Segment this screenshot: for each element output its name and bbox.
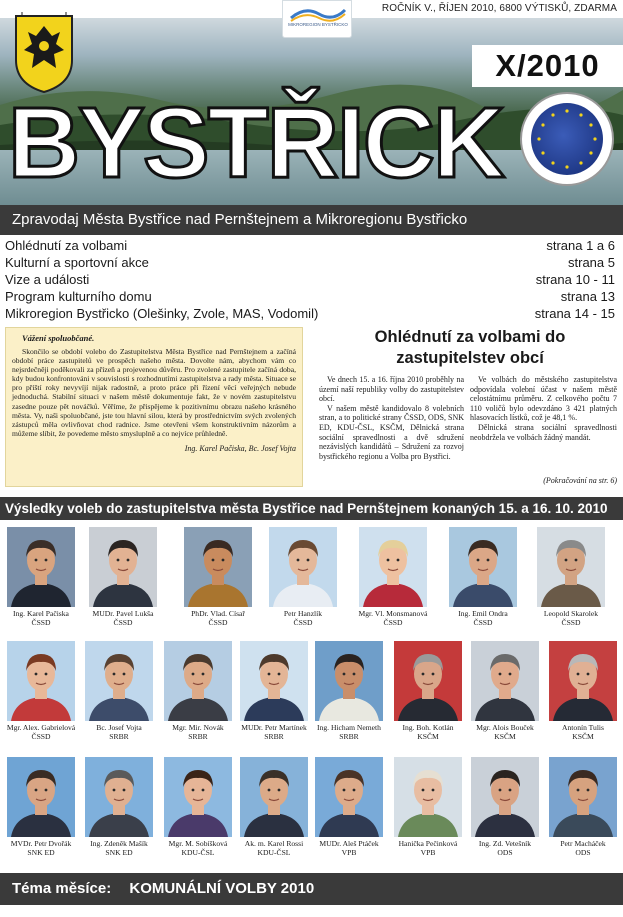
candidate-name: Ing. Zd. Vetešník xyxy=(478,839,532,848)
candidate-photo xyxy=(359,527,427,607)
candidate-photo xyxy=(549,757,617,837)
candidate-card xyxy=(88,527,158,627)
candidate-photo xyxy=(240,641,308,721)
candidate-party: ODS xyxy=(497,848,513,857)
toc-page: strana 1 a 6 xyxy=(546,238,615,253)
candidate-party: ČSSD xyxy=(208,618,228,627)
candidate-name: Ing. Hicham Nemeth xyxy=(317,723,381,732)
subtitle-bar xyxy=(0,205,623,235)
article-paragraph: Ve volbách do městského zastupitelstva odpovídala volební účast v našem městě celostátnímu průměru. Z celkového počtu 7 110 voličů bylo odevzdáno 3 421 platných hlasovacích lístků, což je 48,1 %. xyxy=(470,375,617,423)
candidate-card xyxy=(548,641,618,741)
candidate-party: ČSSD xyxy=(473,618,493,627)
candidate-party: KDU-ČSL xyxy=(181,848,215,857)
candidate-party: SNK ED xyxy=(27,848,55,857)
candidate-name: PhDr. Vlad. Císař xyxy=(191,609,245,618)
candidate-name: Ing. Boh. Kotlán xyxy=(402,723,454,732)
candidate-party: KSČM xyxy=(494,732,516,741)
results-title: Výsledky voleb do zastupitelstva města Bystřice nad Pernštejnem konaných 15. a 16. 10. 2010 xyxy=(5,501,608,516)
candidate-card xyxy=(393,757,463,857)
candidate-party: SRBR xyxy=(109,732,129,741)
candidate-photo xyxy=(164,641,232,721)
candidate-party: VPB xyxy=(341,848,357,857)
microregion-logo xyxy=(282,0,352,38)
candidate-name: Ing. Karel Pačiska xyxy=(13,609,69,618)
candidate-party: ODS xyxy=(575,848,591,857)
candidate-photo xyxy=(85,757,153,837)
candidate-card xyxy=(448,527,518,627)
editorial-greeting: Vážení spoluobčané. xyxy=(22,333,95,343)
candidate-card xyxy=(183,527,253,627)
toc-row xyxy=(0,271,623,288)
candidate-card xyxy=(358,527,428,627)
candidate-party: KDU-ČSL xyxy=(257,848,291,857)
candidate-name: Petr Hanzlík xyxy=(283,609,323,618)
candidate-card xyxy=(548,757,618,857)
candidate-photo xyxy=(471,757,539,837)
masthead-title: BYSTŘICK xyxy=(8,87,504,199)
candidate-card xyxy=(393,641,463,741)
toc-title: Program kulturního domu xyxy=(5,289,152,304)
microregion-logo-text: MIKROREGION BYSTŘICKO xyxy=(288,22,348,27)
candidate-name: Leopold Skarolek xyxy=(543,609,599,618)
candidate-card xyxy=(536,527,606,627)
candidate-party: ČSSD xyxy=(293,618,313,627)
continued-note: (Pokračování na str. 6) xyxy=(543,476,617,485)
candidate-name: Bc. Josef Vojta xyxy=(96,723,142,732)
candidate-photo xyxy=(7,757,75,837)
candidate-card xyxy=(239,641,309,741)
lead-article-column-2 xyxy=(470,375,617,442)
candidate-card xyxy=(268,527,338,627)
candidate-photo xyxy=(269,527,337,607)
toc-title: Mikroregion Bystřicko (Olešinky, Zvole, MAS, Vodomil) xyxy=(5,306,319,321)
results-title-bar xyxy=(0,497,623,520)
candidate-party: VPB xyxy=(420,848,436,857)
candidate-party: SRBR xyxy=(264,732,284,741)
eden-badge xyxy=(520,92,614,186)
toc-title: Vize a události xyxy=(5,272,90,287)
candidate-party: SRBR xyxy=(339,732,359,741)
editorial-text: Skončilo se období volebo do Zastupitelstva Města Bystřice nad Pernštejnem a začíná období práce zastupitelů ve prospěch našeho města. Dovolte nám, abychom vám co nejsrdečněji poděkovali za přízeň a projevenou důvěru. Pro zvolené zastupitele začíná doba, kdy budou konfrontováni v souvislosti s rozhodnutími zastupitelstva a rady města. Situace se pro příští roky nevyvíjí nijak radostně, a proto práce při řízení věcí veřejných nebude jednoduchá. Stabilní situaci v našem městě dokumentuje fakt, že v novém zastupitelstvu zasedne pouze pět nováčků. Věříme, že přispějeme k pozitivnímu obrazu našeho krásného města. Vy, naši spoluobčané, jste tou hlavní silou, která by prostřednictvím svých zvolených zástupců měla ovlivňovat chod radnice. Jsme otevřeni všem konstruktivním názorům a můžeme slíbit, že povedeme město smysluplně a co nejvíce průhledně. xyxy=(12,347,296,438)
candidate-name: Ing. Emil Ondra xyxy=(458,609,508,618)
candidate-party: ČSSD xyxy=(31,732,51,741)
candidate-photo xyxy=(471,641,539,721)
candidate-photo xyxy=(315,641,383,721)
candidate-name: Petr Macháček xyxy=(560,839,606,848)
candidate-name: Mgr. Mir. Novák xyxy=(172,723,224,732)
toc-row xyxy=(0,288,623,305)
toc-page: strana 5 xyxy=(568,255,615,270)
toc-page: strana 13 xyxy=(560,289,615,304)
toc-page: strana 10 - 11 xyxy=(535,272,615,287)
candidate-card xyxy=(163,757,233,857)
candidate-name: Mgr. Alois Bouček xyxy=(476,723,534,732)
candidate-name: MUDr. Aleš Ptáček xyxy=(319,839,379,848)
candidate-photo xyxy=(394,757,462,837)
candidate-photo xyxy=(315,757,383,837)
candidate-party: SNK ED xyxy=(105,848,133,857)
eu-stars-icon xyxy=(522,94,612,184)
subtitle: Zpravodaj Města Bystřice nad Pernštejnem a Mikroregionu Bystřicko xyxy=(12,211,468,228)
candidate-party: ČSSD xyxy=(561,618,581,627)
toc-row xyxy=(0,237,623,254)
theme-value: KOMUNÁLNÍ VOLBY 2010 xyxy=(129,880,315,897)
toc-page: strana 14 - 15 xyxy=(534,306,615,321)
candidate-party: KSČM xyxy=(572,732,594,741)
candidate-photo xyxy=(537,527,605,607)
theme-label: Téma měsíce: xyxy=(12,880,112,897)
candidate-card xyxy=(314,641,384,741)
candidate-photo xyxy=(240,757,308,837)
candidate-name: Mgr. M. Sobíšková xyxy=(168,839,228,848)
candidate-party: SRBR xyxy=(188,732,208,741)
candidate-card xyxy=(84,641,154,741)
candidate-name: Mgr. Vl. Monsmanová xyxy=(358,609,428,618)
candidate-card xyxy=(84,757,154,857)
candidate-photo xyxy=(449,527,517,607)
wave-logo-icon xyxy=(289,4,347,22)
candidate-photo xyxy=(85,641,153,721)
candidate-card xyxy=(163,641,233,741)
candidate-photo xyxy=(549,641,617,721)
candidate-photo xyxy=(184,527,252,607)
candidate-party: KSČM xyxy=(417,732,439,741)
candidate-card xyxy=(314,757,384,857)
candidate-card xyxy=(470,757,540,857)
candidate-card xyxy=(239,757,309,857)
lead-article-title: Ohlédnutí za volbami do zastupitelstev obcí xyxy=(374,328,566,367)
candidate-name: MUDr. Petr Martínek xyxy=(241,723,307,732)
candidate-name: Antonín Tulis xyxy=(562,723,604,732)
candidate-name: Ak. m. Karel Rossi xyxy=(244,839,304,848)
toc-row xyxy=(0,305,623,322)
issue-info: ROČNÍK V., ŘÍJEN 2010, 6800 VÝTISKŮ, ZDARMA xyxy=(381,3,617,14)
article-paragraph: Ve dnech 15. a 16. října 2010 proběhly na území naší republiky volby do zastupitelstev obcí. xyxy=(319,375,464,404)
candidate-card xyxy=(470,641,540,741)
candidate-party: ČSSD xyxy=(31,618,51,627)
candidate-photo xyxy=(7,527,75,607)
candidate-card xyxy=(6,757,76,857)
candidate-name: Hanička Pečinková xyxy=(398,839,458,848)
article-paragraph: V našem městě kandidovalo 8 volebních stran, a to politické strany ČSSD, ODS, SNK ED, KDU-ČSL, KSČM, Dělnická strana sociální spravedlnosti a dvě sdružení nezávislých kandidátů – Sdružení za rozvoj bystřického regionu a Volba pro Bystřici. xyxy=(319,403,464,461)
candidate-card xyxy=(6,527,76,627)
candidate-name: MUDr. Pavel Lukša xyxy=(92,609,154,618)
candidate-name: Ing. Zdeněk Mašík xyxy=(90,839,148,848)
masthead xyxy=(0,0,623,205)
toc-title: Ohlédnutí za volbami xyxy=(5,238,128,253)
candidate-party: ČSSD xyxy=(113,618,133,627)
editorial-box xyxy=(5,327,303,487)
candidate-card xyxy=(6,641,76,741)
candidate-photo xyxy=(7,641,75,721)
candidate-name: MVDr. Petr Dvořák xyxy=(10,839,72,848)
theme-bar xyxy=(0,873,623,905)
toc-title: Kulturní a sportovní akce xyxy=(5,255,149,270)
editorial-signature: Ing. Karel Pačiska, Bc. Josef Vojta xyxy=(184,443,296,453)
candidate-photo xyxy=(164,757,232,837)
coat-of-arms-icon xyxy=(12,12,76,94)
candidate-photo xyxy=(89,527,157,607)
article-paragraph: Dělnická strana sociální spravedlnosti neobdržela ve volbách žádný mandát. xyxy=(470,422,617,442)
toc-row xyxy=(0,254,623,271)
candidate-name: Mgr. Alex. Gabrielová xyxy=(6,723,76,732)
issue-number: X/2010 xyxy=(472,45,623,87)
candidate-party: ČSSD xyxy=(383,618,403,627)
table-of-contents xyxy=(0,237,623,322)
lead-article-column-1 xyxy=(319,375,464,461)
candidate-photo xyxy=(394,641,462,721)
